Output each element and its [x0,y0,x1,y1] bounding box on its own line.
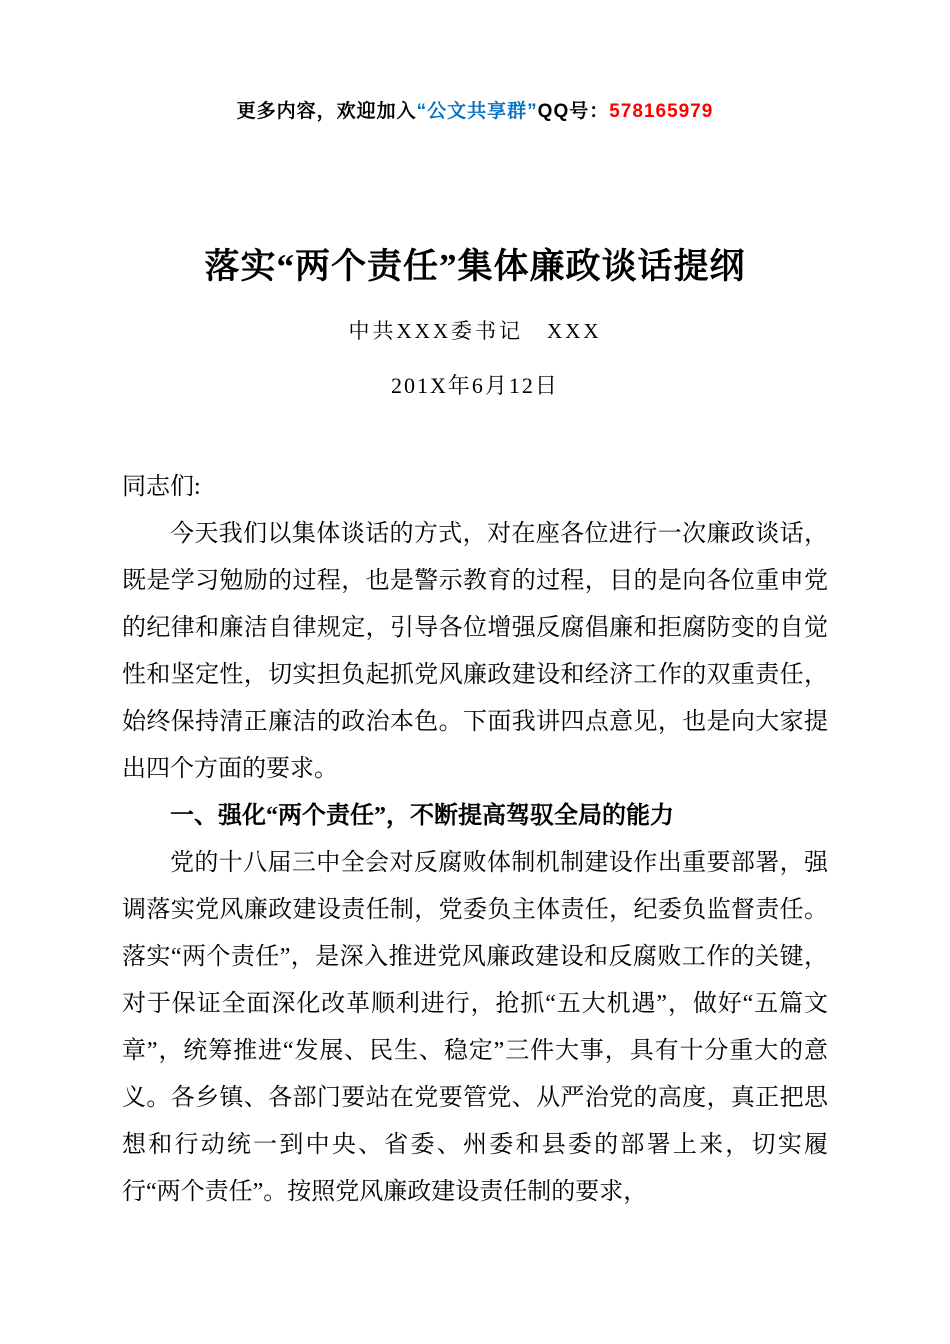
document-title: 落实“两个责任”集体廉政谈话提纲 [204,247,746,286]
document-body [122,464,828,1216]
section-heading-1: 一、强化“两个责任”，不断提高驾驭全局的能力 [170,803,674,829]
author-byline: 中共XXX委书记 XXX [348,319,602,343]
body-paragraph-2: 党的十八届三中全会对反腐败体制机制建设作出重要部署，强调落实党风廉政建设责任制，党委负主体责任，纪委负监督责任。落实“两个责任”，是深入推进党风廉政建设和反腐败工作的关键，对于保证全面深化改革顺利进行，抢抓“五大机遇”，做好“五篇文章”，统筹推进“发展、民生、稳定”三件大事，具有十分重大的意义。各乡镇、各部门要站在党要管党、从严治党的高度，真正把思想和行动统一到中央、省委、州委和县委的部署上来，切实履行“两个责任”。按照党风廉政建设责任制的要求， [122,850,828,1205]
salutation: 同志们: [122,474,201,500]
notice-prefix: 更多内容，欢迎加入 [236,101,417,122]
notice-qq-number: 578165979 [609,101,714,122]
header-notice [122,96,828,123]
notice-group-name: “公文共享群” [416,101,538,122]
notice-qq-label: QQ号： [537,101,610,122]
body-paragraph-1: 今天我们以集体谈话的方式，对在座各位进行一次廉政谈话，既是学习勉励的过程，也是警示教育的过程，目的是向各位重申党的纪律和廉洁自律规定，引导各位增强反腐倡廉和拒腐防变的自觉性和坚定性，切实担负起抓党风廉政建设和经济工作的双重责任，始终保持清正廉洁的政治本色。下面我讲四点意见，也是向大家提出四个方面的要求。 [122,521,828,782]
document-date: 201X年6月12日 [391,373,559,398]
